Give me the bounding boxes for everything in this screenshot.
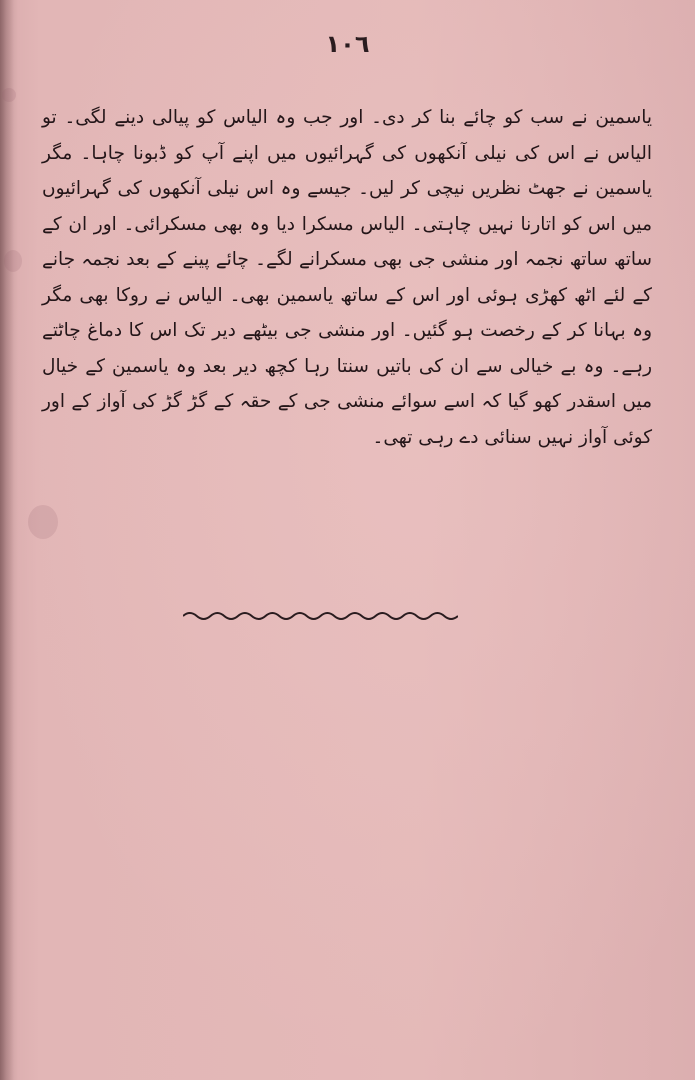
page-number: ١٠٦	[325, 30, 370, 58]
page-stain	[2, 88, 16, 102]
wavy-divider	[183, 606, 458, 626]
page-stain	[4, 250, 22, 272]
body-paragraph: یاسمین نے سب کو چائے بنا کر دی۔ اور جب وہ الیاس کو پیالی دینے لگی۔ تو الیاس نے اس کی نیلی آنکھوں کی گہرائیوں میں اپنے آپ کو ڈبونا چاہا۔ مگر یاسمین نے جھٹ نظریں نیچی کر لیں۔ جیسے وہ اس نیلی آنکھوں کی گہرائیوں میں اس کو اتارنا نہیں چاہتی۔ الیاس مسکرا دیا وہ بھی مسکرائی۔ اور ان کے ساتھ ساتھ نجمہ اور منشی جی بھی مسکرانے لگے۔ چائے پینے کے بعد نجمہ جانے کے لئے اٹھ کھڑی ہوئی اور اس کے ساتھ یاسمین بھی۔ الیاس نے روکا بھی مگر وہ بہانا کر کے رخصت ہو گئیں۔ اور منشی جی بیٹھے دیر تک اس کا دماغ چاٹتے رہے۔ وہ بے خیالی سے ان کی باتیں سنتا رہا کچھ دیر بعد وہ یاسمین کے خیال میں اسقدر کھو گیا کہ اسے سوائے منشی جی کے حقہ کے گڑ گڑ کی آواز کے اور کوئی آواز نہیں سنائی دے رہی تھی۔	[42, 107, 652, 448]
page-stain	[28, 505, 58, 539]
wavy-divider-line	[183, 613, 458, 619]
